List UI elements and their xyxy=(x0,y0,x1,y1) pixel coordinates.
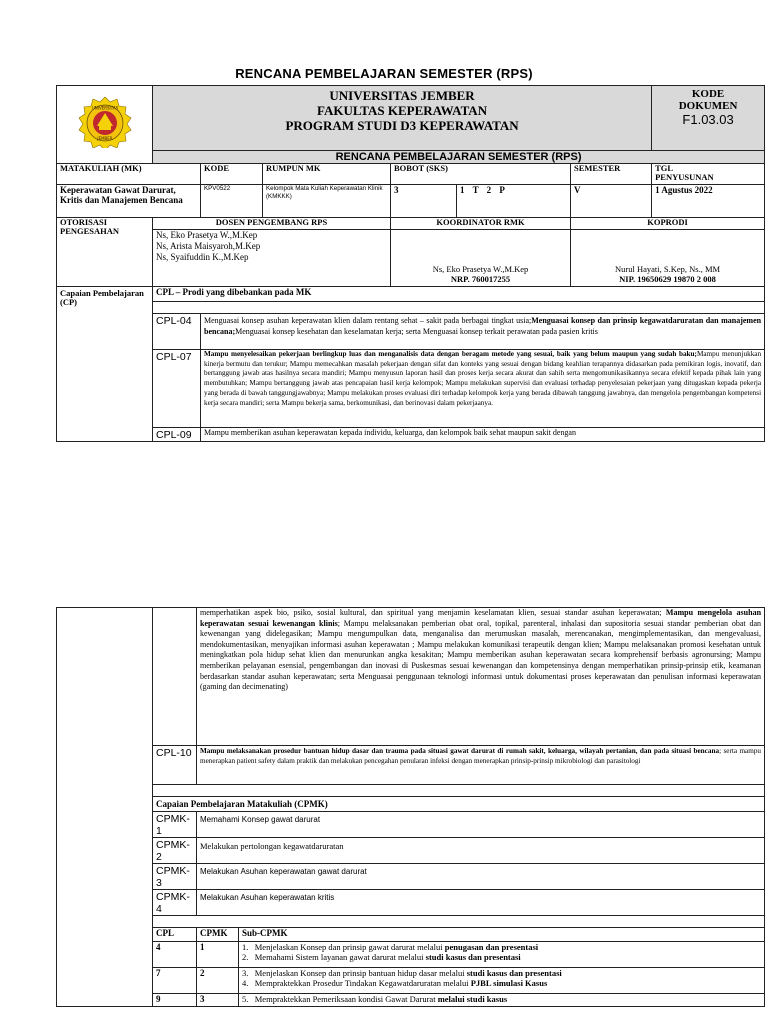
cpl-10-code: CPL-10 xyxy=(153,746,197,785)
cpmk-2-text: Melakukan pertolongan kegawatdaruratan xyxy=(197,838,765,864)
sub-cpmk-item: 2. Memahami Sistem layanan gawat darurat melalui studi kasus dan presentasi xyxy=(242,952,521,963)
map-row-1-subs xyxy=(239,942,765,968)
dosen-2: Ns, Arista Maisyaroh,M.Kep xyxy=(156,241,261,251)
koordinator-nrp: NRP. 760017255 xyxy=(450,274,511,284)
cpmk-1-code: CPMK-1 xyxy=(153,812,197,838)
cpl-09-text-part1: Mampu memberikan asuhan keperawatan kepada individu, keluarga, dan kelompok baik sehat maupun sakit dengan xyxy=(201,428,765,442)
cpmk-2-code: CPMK-2 xyxy=(153,838,197,864)
cpmk-3-code: CPMK-3 xyxy=(153,864,197,890)
rps-header-table xyxy=(56,85,765,442)
col-head-rumpun: RUMPUN MK xyxy=(263,164,391,185)
course-kode: KPV0522 xyxy=(201,185,263,218)
course-name: Keperawatan Gawat Darurat, Kritis dan Manajemen Bencana xyxy=(57,185,201,218)
koordinator-name: Ns, Eko Prasetya W.,M.Kep xyxy=(432,264,529,274)
university-name: UNIVERSITAS JEMBER xyxy=(329,88,475,103)
course-tgl: 1 Agustus 2022 xyxy=(652,185,765,218)
sub-cpmk-item: 4. Mempraktekkan Prosedur Tindakan Kegawatdaruratan melalui PJBL simulasi Kasus xyxy=(242,978,548,989)
col-head-semester: SEMESTER xyxy=(571,164,652,185)
cpl-04-code: CPL-04 xyxy=(153,314,201,350)
cpmk-4-code: CPMK-4 xyxy=(153,890,197,916)
kaprodi-name: Nurul Hayati, S.Kep, Ns., MM xyxy=(615,264,721,274)
sub-cpmk-item: 5. Mempraktekkan Pemeriksaan kondisi Gawat Darurat melalui studi kasus xyxy=(242,994,508,1004)
cpl-04-text: Menguasai konsep asuhan keperawatan klien dalam rentang sehat – sakit pada berbagai tingkat usia;Menguasai konsep dan prinsip kegawatdaruratan dan manajemen bencana;Menguasai konsep kesehatan dan keselamatan kerja; serta Menguasai konsep terkait perawatan pada pasien kritis xyxy=(201,314,765,350)
col-head-kode: KODE xyxy=(201,164,263,185)
faculty-name: FAKULTAS KEPERAWATAN xyxy=(316,103,488,118)
rps-cp-table xyxy=(56,607,765,1007)
dosen-label: DOSEN PENGEMBANG RPS xyxy=(153,218,391,230)
kaprodi-nip: NIP. 19650629 19870 2 008 xyxy=(619,274,716,284)
course-rumpun: Kelompok Mata Kuliah Keperawatan Klinik (KMKKK) xyxy=(263,185,391,218)
course-semester: V xyxy=(571,185,652,218)
sub-cpmk-item: 1. Menjelaskan Konsep dan prinsip gawat darurat melalui penugasan dan presentasi xyxy=(242,942,539,952)
map-row-3-subs xyxy=(239,994,765,1007)
svg-text:JEMBER: JEMBER xyxy=(96,136,113,141)
map-row-2-cpl: 7 xyxy=(153,968,197,994)
map-head-sub: Sub-CPMK xyxy=(239,928,765,942)
map-row-2-subs xyxy=(239,968,765,994)
map-row-2-cpmk: 2 xyxy=(197,968,239,994)
kode-label: KODE xyxy=(691,88,725,100)
cpl-09-code: CPL-09 xyxy=(153,428,201,442)
dosen-3: Ns, Syaifuddin K.,M.Kep xyxy=(156,252,249,262)
map-row-1-cpl: 4 xyxy=(153,942,197,968)
cpl-07-text: Mampu menyelesaikan pekerjaan berlingkup luas dan menganalisis data dengan beragam metode yang sesuai, baik yang belum maupun yang sudah baku;Mampu menunjukkan kinerja bermutu dan terukur; Mampu memecahkan masalah pekerjaan dengan sifat dan konteks yang sesuai dengan bidang keahlian terapannya didasarkan pada pemikiran logis, inovatif, dan bertanggung jawab atas hasilnya secara mandiri; Mampu menyusun laporan hasil dan proses kerja secara akurat dan sahih serta mengomunikasikannya secara efektif kepada pihak lain yang membutuhkan; Mampu bertanggung jawab atas pencapaian hasil kerja kelompok; Mampu melakukan supervisi dan evaluasi terhadap penyelesaian pekerjaan yang ditugaskan kepada pekerja yang berada di bawah tanggungjawabnya; Mampu melakukan proses evaluasi diri terhadap kelompok kerja yang berada dibawah tanggung jawabnya, dan mengelola pengembangan kompetensi kerja secara mandiri; serta Mampu bekerja sama, berkomunikasi, dan berinovasi dalam pekerjaanya. xyxy=(201,350,765,428)
course-bobot: 3 xyxy=(391,185,457,218)
col-head-penyusunan: PENYUSUNAN xyxy=(655,172,714,182)
cpl-09-text-part2: memperhatikan aspek bio, psiko, sosial kultural, dan spiritual yang menjamin keselamatan klien, sesuai standar asuhan keperawatan; Mampu mengelola asuhan keperawatan sesuai kewenangan klinis; Mampu melaksanakan pemberian obat oral, topikal, parenteral, inhalasi dan supositoria sesuai standar pemberian obat dan kewenangan yang didelegasikan; Mampu mengumpulkan data, menganalisa dan merumuskan masalah, merencanakan, mengimplementasikan, dan mengevaluasi, mendokumentasikan, menyajikan informasi asuhan keperawatan ; Mampu melakukan komunikasi terapeutik dengan klien; Mampu melaksanakan promosi kesehatan untuk meningkatkan pola hidup sehat klien dan menurunkan angka kesakitan; Mampu memberikan asuhan keperawatan secara komprehensif berbasis agronursing; Mampu memberikan pelayanan esensial, pengembangan dan inovasi di Puskesmas sesuai kewenangan dan kompetensinya dengan memperhatikan prinsip-prinsip etik, keamanan berdasarkan standar asuhan keperawatan; serta Menguasai penggunaan teknologi informasi untuk dokumentasi proses keperawatan dan penulisan informasi keperawatan (gaming dan decimenating) xyxy=(197,608,765,746)
col-head-bobot: BOBOT (SKS) xyxy=(391,164,571,185)
cpl-head: CPL – Prodi yang dibebankan pada MK xyxy=(153,287,765,302)
cpmk-1-text: Memahami Konsep gawat darurat xyxy=(197,812,765,838)
svg-text:UNIVERSITAS: UNIVERSITAS xyxy=(91,105,118,111)
map-row-3-cpl: 9 xyxy=(153,994,197,1007)
logo-cell xyxy=(57,86,153,164)
cpmk-head: Capaian Pembelajaran Matakuliah (CPMK) xyxy=(153,797,765,812)
document-title: RENCANA PEMBELAJARAN SEMESTER (RPS) xyxy=(235,66,533,81)
dokumen-label: DOKUMEN xyxy=(678,100,738,112)
course-bobot-detail: 1 T 2 P xyxy=(457,185,571,218)
kode-dokumen-value: F1.03.03 xyxy=(682,112,734,127)
rps-subtitle: RENCANA PEMBELAJARAN SEMESTER (RPS) xyxy=(153,151,765,164)
otorisasi-label: OTORISASI PENGESAHAN xyxy=(57,218,153,287)
cpmk-4-text: Melakukan Asuhan keperawatan kritis xyxy=(197,890,765,916)
map-head-cpmk: CPMK xyxy=(197,928,239,942)
cpl-07-code: CPL-07 xyxy=(153,350,201,428)
map-head-cpl: CPL xyxy=(153,928,197,942)
dosen-1: Ns, Eko Prasetya W.,M.Kep xyxy=(156,230,258,240)
col-head-mk: MATAKULIAH (MK) xyxy=(57,164,201,185)
map-row-1-cpmk: 1 xyxy=(197,942,239,968)
col-head-tgl: TGL xyxy=(655,163,674,173)
cpl-10-text: Mampu melaksanakan prosedur bantuan hidup dasar dan trauma pada situasi gawat darurat di rumah sakit, keluarga, wilayah pertanian, dan pada situasi bencana; serta mampu menerapkan patient safety dalam praktik dan melakukan pencegahan penularan infeksi dengan menerapkan prinsip-prinsip mikrobiologi dan parasitologi xyxy=(197,746,765,785)
university-logo xyxy=(77,96,133,148)
cp-label: Capaian Pembelajaran (CP) xyxy=(57,287,153,442)
cpmk-3-text: Melakukan Asuhan keperawatan gawat darurat xyxy=(197,864,765,890)
kaprodi-label: KOPRODI xyxy=(571,218,765,230)
sub-cpmk-item: 3. Menjelaskan Konsep dan prinsip bantuan hidup dasar melalui studi kasus dan presentasi xyxy=(242,968,562,978)
map-row-3-cpmk: 3 xyxy=(197,994,239,1007)
koordinator-label: KOORDINATOR RMK xyxy=(391,218,571,230)
program-name: PROGRAM STUDI D3 KEPERAWATAN xyxy=(285,118,519,133)
